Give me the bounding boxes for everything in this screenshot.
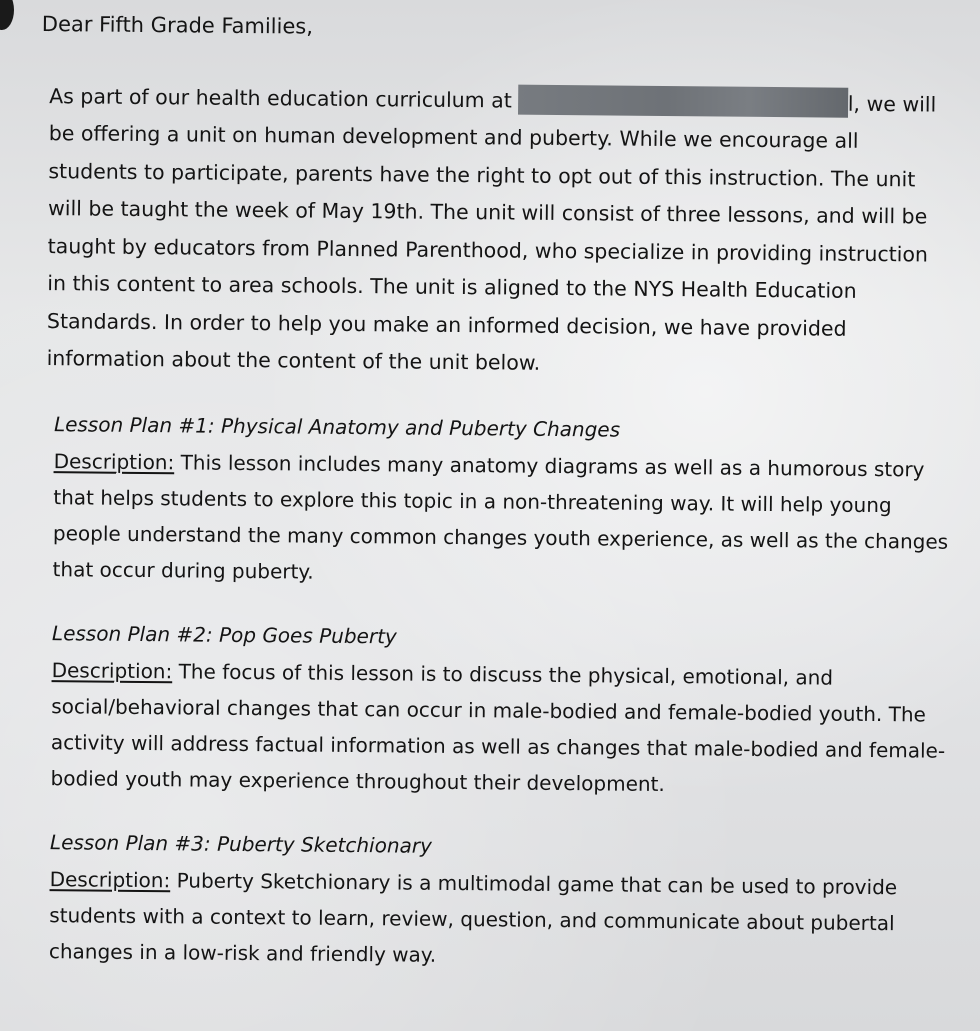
lesson-plan-1 [52, 406, 954, 596]
lesson-description [49, 861, 950, 978]
description-label: Description: [53, 448, 175, 474]
intro-paragraph [46, 78, 954, 387]
lesson-title: Lesson Plan #2: Pop Goes Puberty [51, 620, 397, 649]
lesson-title: Lesson Plan #3: Puberty Sketchionary [49, 829, 433, 858]
description-text: This lesson includes many anatomy diagrams as well as a humorous story that helps students to explore this topic in a non-threatening way. It will help young people understand the many common changes youth experience, as well as the changes that occur during puberty. [52, 449, 949, 584]
lesson-plan-2 [50, 615, 952, 805]
intro-text-start: As part of our health education curriculum at [49, 83, 512, 113]
description-text: The focus of this lesson is to discuss the physical, emotional, and social/behavioral changes that can occur in male-bodied and female-bodied youth. The activity will address factual information as well as changes that male-bodied and female-bodied youth may experience throughout their development. [50, 658, 946, 796]
description-label: Description: [49, 866, 171, 892]
lesson-plan-3 [49, 824, 950, 978]
lesson-title: Lesson Plan #1: Physical Anatomy and Puberty Changes [53, 411, 621, 442]
greeting: Dear Fifth Grade Families, [41, 11, 314, 39]
description-text: Puberty Sketchionary is a multimodal game that can be used to provide students with a context to learn, review, question, and communicate about pubertal changes in a low-risk and friendly way. [48, 867, 898, 967]
redaction-bar [518, 84, 848, 117]
letter [33, 8, 962, 1005]
lesson-description [50, 652, 951, 805]
intro-text-rest: l, we will be offering a unit on human development and puberty. While we encourage all students to participate, parents have the right to opt out of this instruction. The unit will be taught the week of May 19th. The unit will consist of three lessons, and will be taught by educators from Planned Parenthood, who specialize in providing instruction in this content to area schools. The unit is aligned to the NYS Health Education Standards. In order to help you make an informed decision, we have provided information about the content of the unit below. [46, 91, 937, 375]
description-label: Description: [51, 657, 173, 683]
lesson-description [52, 443, 953, 596]
